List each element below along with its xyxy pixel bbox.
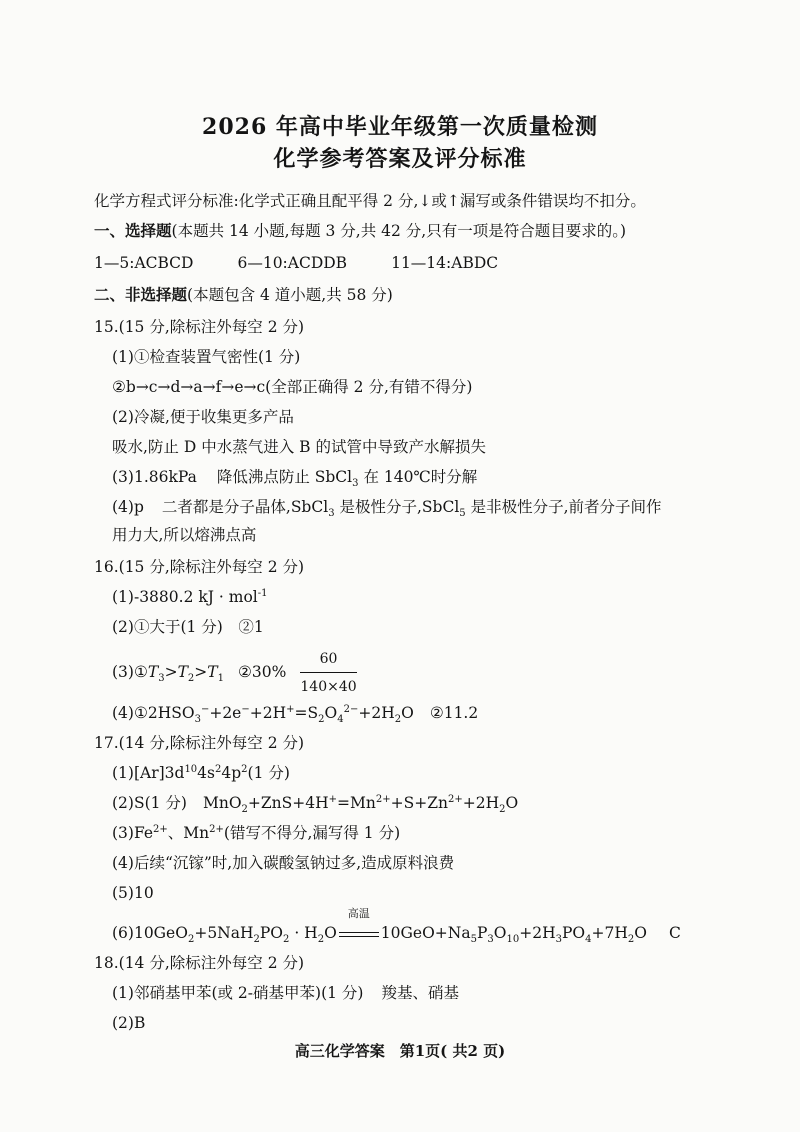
section1-note: (本题共 14 小题,每题 3 分,共 42 分,只有一项是符合题目要求的。) <box>171 222 627 240</box>
q17-ion-fe: (3)Fe <box>112 824 154 842</box>
q17-p-d: +2H <box>519 924 556 942</box>
document-subtitle: 化学参考答案及评分标准 <box>273 146 527 172</box>
q17-p-b: P <box>476 924 488 942</box>
q17-choice: C <box>668 924 681 942</box>
fraction-denominator: 140×40 <box>300 679 357 695</box>
q16-eq-c: +2H <box>249 704 287 722</box>
q16-value: ②11.2 <box>429 704 479 722</box>
section2-heading: 二、非选择题 <box>94 285 188 304</box>
q18-line-1 <box>112 982 459 1004</box>
answer-group-3: 11—14:ABDC <box>391 254 499 272</box>
scoring-intro: 化学方程式评分标准:化学式正确且配平得 2 分,↓或↑漏写或条件错误均不扣分。 <box>94 192 646 210</box>
q17-config-c: 4p <box>221 764 242 782</box>
q17-eq-c: =Mn <box>337 794 376 812</box>
q16-eq-g: O <box>401 704 414 722</box>
q17-line-1: $(1)[Ar]3d^{10}4s^24p^2(1$ 分) <box>112 763 290 782</box>
q17-line-3: $(3)Fe^{2+}$、$Mn^{2+}$(错写不得分,漏写得 1 分) <box>112 823 401 842</box>
q17-config-a: (1)[Ar]3d <box>112 764 185 782</box>
q16-line-4: $(4)①2HSO_3^-+2e^-+2H^+=S_2O_4^{2-}+2H_2O$ ②11.2 <box>112 703 479 726</box>
q15-explain-b: 是极性分子,SbCl <box>339 498 460 516</box>
q16-heading: 16.(15 分,除标注外每空 2 分) <box>94 558 305 576</box>
q17-r-d: · H <box>289 924 318 942</box>
q16-line-2: (2)①大于(1 分) ②1 <box>112 618 264 636</box>
q15-pressure: (3)1.86kPa <box>112 468 197 486</box>
q17-config-b: 4s <box>197 764 215 782</box>
q16-eq-a: (4)①2HSO <box>112 704 195 722</box>
q17-eq-d: +S+Zn <box>390 794 448 812</box>
q17-line-6: $(6)10GeO_2+5NaH_2PO_2 \cdot H_2O$ 高温 $10GeO+Na_5P_3O_{10}+2H_3PO_4+7H_2O$ C <box>112 907 681 946</box>
section1-heading: 一、选择题 <box>94 221 172 240</box>
q18-heading: 18.(14 分,除标注外每空 2 分) <box>94 954 305 972</box>
q16-line-1 <box>112 586 267 608</box>
q17-r-b: +5NaH <box>194 924 254 942</box>
q17-eq-f: O <box>505 794 519 812</box>
q18-groups: 羧基、硝基 <box>381 984 459 1002</box>
document-title: 2026 年高中毕业年级第一次质量检测 <box>202 114 598 140</box>
q17-line-4: (4)后续“沉镓”时,加入碳酸氢钠过多,造成原料浪费 <box>112 854 455 872</box>
q17-ion-mn: 、Mn <box>167 824 210 842</box>
q17-line-5: (5)10 <box>112 884 154 902</box>
q15-line-1: (1)①检查装置气密性(1 分) <box>112 348 301 366</box>
q16-fraction <box>300 648 356 698</box>
q18-line-2: (2)B <box>112 1014 146 1032</box>
reaction-condition <box>337 907 381 944</box>
q15-line-4: 吸水,防止 D 中水蒸气进入 B 的试管中导致产水解损失 <box>112 438 486 456</box>
q15-line-5: (3)1.86kPa 降低沸点防止 SbCl$_3$ 在 140℃时分解 <box>112 468 478 490</box>
q16-percent: ②30% <box>238 663 287 681</box>
q18-name: (1)邻硝基甲苯(或 2-硝基甲苯)(1 分) <box>112 984 364 1002</box>
condition-label: 高温 <box>347 907 370 920</box>
answer-group-1: 1—5:ACBCD <box>94 254 194 272</box>
section2-line <box>94 284 393 306</box>
answer-group-2: 6—10:ACDDB <box>237 254 348 272</box>
q17-p-a: 10GeO+Na <box>380 924 471 942</box>
q16-unit-exp: -1 <box>257 587 268 599</box>
q15-heading: 15.(15 分,除标注外每空 2 分) <box>94 318 305 336</box>
q17-ion-note: (错写不得分,漏写得 1 分) <box>223 824 401 842</box>
q16-part3-label: (3)① <box>112 663 148 681</box>
q15-reason-tail: 在 140℃时分解 <box>363 468 478 486</box>
section1-line <box>94 220 626 242</box>
choice-answers <box>94 252 498 274</box>
q17-p-e: PO <box>561 924 586 942</box>
q17-p-g: O <box>634 924 647 942</box>
q17-p-c: O <box>493 924 507 942</box>
q15-line-2: ②b→c→d→a→f→e→c(全部正确得 2 分,有错不得分) <box>112 378 473 396</box>
q15-explain-a: 二者都是分子晶体,SbCl <box>161 498 329 516</box>
q15-line-6: (4)p 二者都是分子晶体,SbCl$_3$ 是极性分子,SbCl$_5$ 是非极性分子,前者分子间作 <box>112 498 662 520</box>
q17-r-a: (6)10GeO <box>112 924 188 942</box>
page-footer: 高三化学答案 第1页( 共2 页) <box>294 1042 506 1060</box>
q16-eq-e: O <box>324 704 338 722</box>
q17-eq-a: MnO <box>202 794 242 812</box>
equals-sign <box>339 932 379 937</box>
q16-eq-b: +2e <box>209 704 242 722</box>
q17-p-f: +7H <box>591 924 628 942</box>
section2-note: (本题包含 4 道小题,共 58 分) <box>187 286 393 304</box>
q15-line-7: 用力大,所以熔沸点高 <box>112 526 257 544</box>
q17-config-d: (1 分) <box>247 764 290 782</box>
q16-line-3: $(3)①T_3>T_2>T_1$ ②30% $\frac{60}{140\times 40}$ <box>112 648 357 698</box>
q15-line-3: (2)冷凝,便于收集更多产品 <box>112 408 294 426</box>
q16-enthalpy: (1)-3880.2 kJ · mol <box>112 588 258 606</box>
q15-reason: 降低沸点防止 SbCl <box>216 468 353 486</box>
q15-answer-p: (4)p <box>112 498 144 516</box>
q17-heading: 17.(14 分,除标注外每空 2 分) <box>94 734 305 752</box>
q17-line-2: (2)S(1 分) $MnO_2+ZnS+4H^+=Mn^{2+}+S+Zn^{2+}+2H_2O$ <box>112 793 519 816</box>
q17-p2-label: (2)S(1 分) <box>112 794 187 812</box>
q17-r-c: PO <box>259 924 284 942</box>
q16-eq-f: +2H <box>358 704 395 722</box>
q17-r-e: O <box>324 924 337 942</box>
q16-eq-d: =S <box>294 704 319 722</box>
q15-explain-c: 是非极性分子,前者分子间作 <box>470 498 662 516</box>
q17-eq-b: +ZnS+4H <box>247 794 329 812</box>
q17-eq-e: +2H <box>462 794 500 812</box>
fraction-numerator: 60 <box>300 648 356 673</box>
